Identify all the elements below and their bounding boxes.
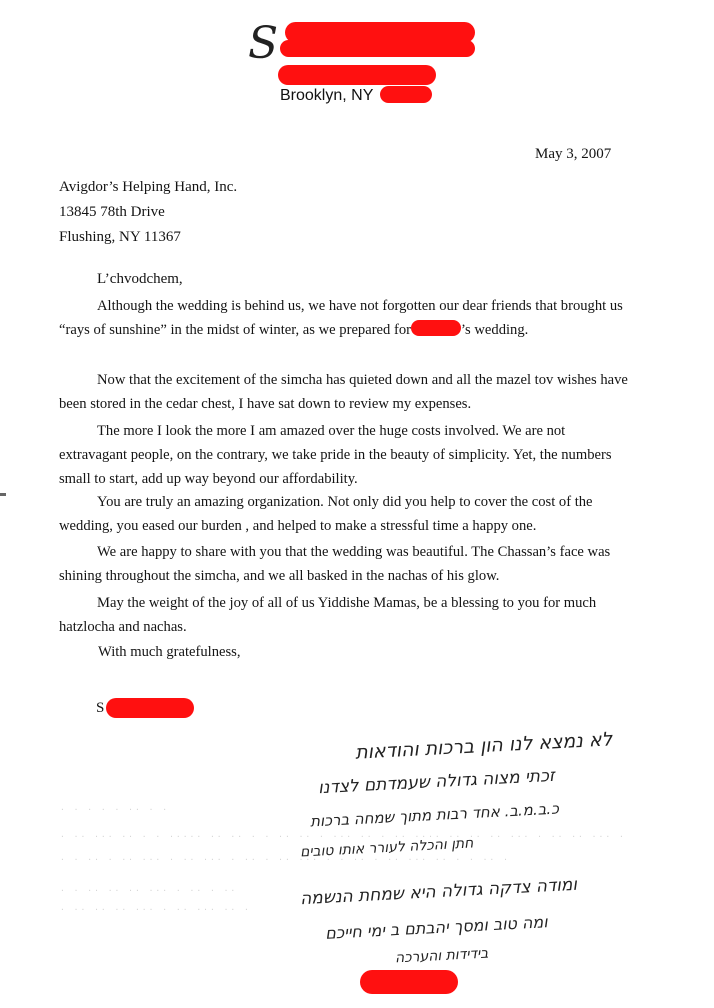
paragraph-text: Although the wedding is behind us, we have not forgotten our dear friends that brought us “rays of sunshine” in the midst of winter, as we prepared for [59, 298, 623, 338]
redaction-bar [106, 698, 194, 718]
handwritten-line: ומודה צדקה גדולה היא שמחת הנשמה [299, 874, 578, 910]
handwritten-line: כ.ב.מ.ב. אחד רבות מתוך שמחה ברכות [309, 799, 560, 831]
letterhead-city: Brooklyn, NY [280, 87, 374, 104]
faded-text-line: · · ·· ·· ·· ··· · ·· · ·· [60, 886, 238, 895]
body-paragraph: You are truly an amazing organization. Not only did you help to cover the cost of the wedding, you eased our burden , and helped to make a stressful time a happy one. [59, 494, 593, 534]
closing: With much gratefulness, [98, 644, 241, 660]
faded-text-line: · · · · · ·· · · [60, 805, 170, 814]
paragraph-text: ’s wedding. [461, 322, 529, 338]
body-paragraph: May the weight of the joy of all of us Yiddishe Mamas, be a blessing to you for much hatzlocha and nachas. [59, 595, 597, 635]
handwritten-line: חתן והכלה לעורר אותו טובים [299, 835, 474, 861]
recipient-street: 13845 78th Drive [59, 204, 165, 220]
faded-text-line: · ·· ·· ·· ··· · ·· ··· ·· · [60, 905, 251, 914]
handwritten-line: לא נמצא לנו הון ברכות והודאות [354, 728, 613, 764]
body-paragraph: We are happy to share with you that the wedding was beautiful. The Chassan’s face was shining throughout the simcha, and we all basked in the nachas of his glow. [59, 544, 611, 584]
body-paragraph [59, 294, 629, 342]
handwritten-line: זכתי מצוה גדולה שעמדתם לצדנו [317, 765, 556, 799]
body-paragraph: The more I look the more I am amazed over the huge costs involved. We are not extravagant people, on the contrary, we take pride in the beauty of simplicity. Yet, the numbers small to start, add up way beyond our affordability. [59, 423, 612, 487]
salutation: L’chvodchem, [97, 271, 183, 287]
letter-date: May 3, 2007 [535, 146, 612, 162]
handwritten-line: ומה טוב ומסך יהבתם ב ימי חייכם [324, 912, 549, 943]
redaction-bar [360, 970, 458, 994]
redaction-bar [278, 65, 436, 85]
faded-text-line: · ·· ··· ·· · · ····· ·· ·· · · ·· ·· · ··· ·· · ·· ···· ·· ·· ·· ··· · ·· ·· ··· · [60, 832, 626, 841]
page-edge-mark [0, 493, 6, 496]
redaction-bar [280, 40, 475, 57]
faded-text-line: · · ·· · ·· ··· · ·· ··· · ·· · ·· ··· · · ·· · ·· ··· ·· · · ·· · [60, 855, 510, 864]
recipient-city: Flushing, NY 11367 [59, 229, 181, 245]
recipient-name: Avigdor’s Helping Hand, Inc. [59, 179, 238, 195]
redaction-bar-inline [411, 320, 461, 336]
redaction-bar [380, 86, 432, 103]
handwritten-line: בידידות והערכה [394, 945, 489, 967]
signature-initial: S [96, 700, 105, 716]
body-paragraph: Now that the excitement of the simcha has quieted down and all the mazel tov wishes have been stored in the cedar chest, I have sat down to review my expenses. [59, 372, 628, 412]
letterhead-initial: S [248, 18, 279, 69]
